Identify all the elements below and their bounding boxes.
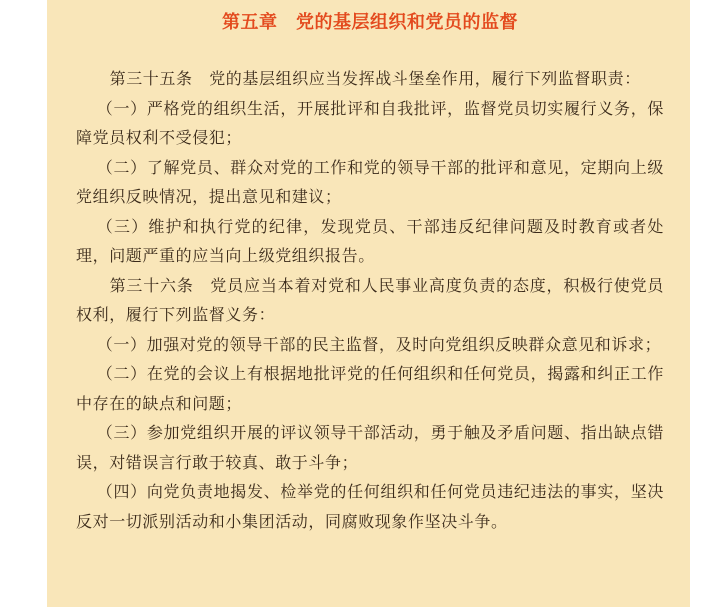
article-35-heading: 第三十五条 党的基层组织应当发挥战斗堡垒作用，履行下列监督职责：: [109, 69, 641, 88]
article-36-item-1: （一）加强对党的领导干部的民主监督，及时向党组织反映群众意见和诉求；: [96, 334, 662, 354]
document-panel: [47, 0, 690, 607]
article-35-item-2: （二）了解党员、群众对党的工作和党的领导干部的批评和意见，定期向上级党组织反映情况，提出意见和建议；: [76, 157, 664, 206]
article-36-item-2: （二）在党的会议上有根据地批评党的任何组织和任何党员，揭露和纠正工作中存在的缺点和问题；: [76, 364, 664, 413]
article-36-item-4: （四）向党负责地揭发、检举党的任何组织和任何党员违纪违法的事实，坚决反对一切派别活动和小集团活动，同腐败现象作坚决斗争。: [76, 482, 664, 531]
article-36-heading: 第三十六条 党员应当本着对党和人民事业高度负责的态度，积极行使党员权利，履行下列监督义务：: [76, 275, 664, 324]
article-36-item-3: （三）参加党组织开展的评议领导干部活动，勇于触及矛盾问题、指出缺点错误，对错误言行敢于较真、敢于斗争；: [76, 423, 664, 472]
article-35-item-1: （一）严格党的组织生活，开展批评和自我批评，监督党员切实履行义务，保障党员权利不受侵犯；: [76, 98, 664, 147]
chapter-title: 第五章 党的基层组织和党员的监督: [222, 12, 518, 33]
article-35-item-3: （三）维护和执行党的纪律，发现党员、干部违反纪律问题及时教育或者处理，问题严重的应当向上级党组织报告。: [76, 216, 664, 265]
